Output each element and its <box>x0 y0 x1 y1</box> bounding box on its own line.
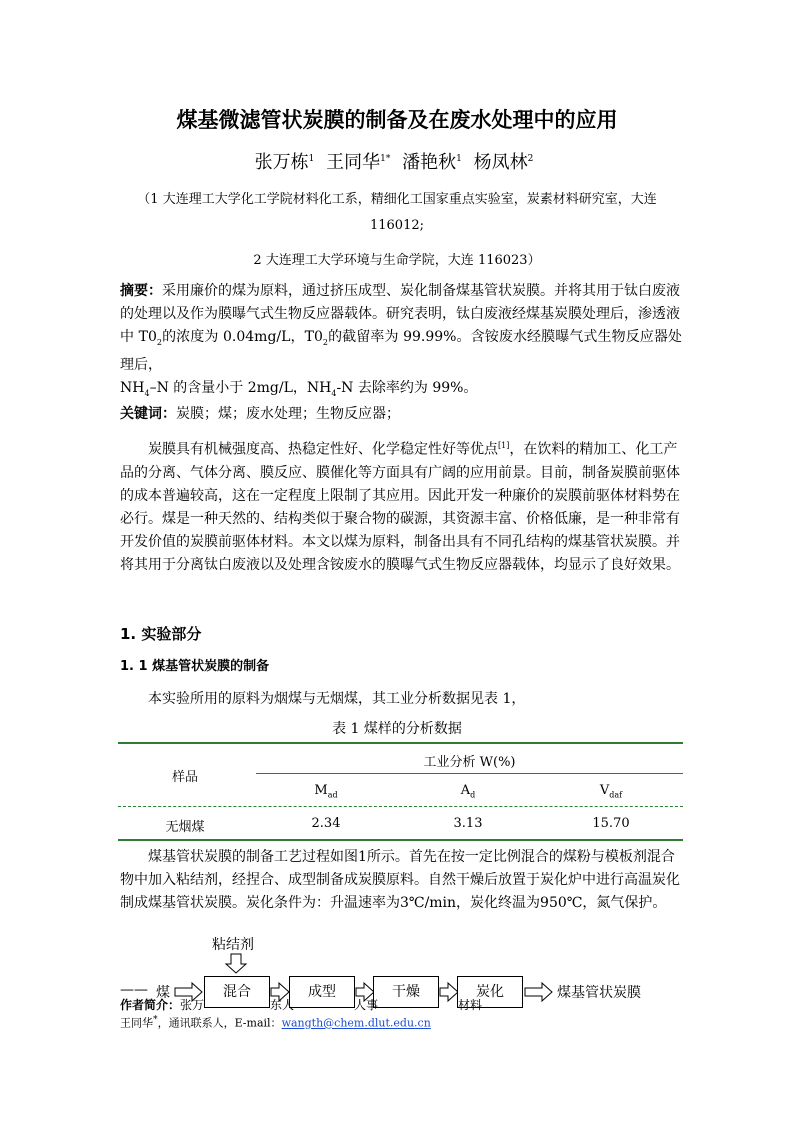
author-name: 张万栋 <box>254 152 309 173</box>
table-header-rule <box>118 806 683 807</box>
intro-line: 的成本普遍较高，这在一定程度上限制了其应用。因此开发一种廉价的炭膜前驱体材料势在 <box>120 487 680 504</box>
intro-line: 必行。煤是一种天然的、结构类似于聚合物的碳源，其资源丰富、价格低廉，是一种非常有 <box>120 510 680 527</box>
email-link[interactable]: wangth@chem.dlut.edu.cn <box>281 1016 431 1030</box>
table-top-rule <box>118 742 683 744</box>
process-line: 物中加入粘结剂，经捏合、成型制备成炭膜原料。自然干燥后放置于炭化炉中进行高温炭化 <box>120 872 680 888</box>
author-name: 王同华 <box>326 152 381 173</box>
affiliation-line-1: （1 大连理工大学化工学院材料化工系，精细化工国家重点实验室，炭素材料研究室，大连 <box>137 192 657 207</box>
author-list <box>0 148 794 174</box>
right-arrow-icon <box>439 982 459 1002</box>
intro-line: 炭膜具有机械强度高、热稳定性好、化学稳定性好等优点[1]，在饮料的精加工、化工产 <box>148 441 678 458</box>
introduction <box>120 434 682 577</box>
flow-input-dash: —— <box>120 982 148 998</box>
abstract <box>120 280 682 405</box>
author-affil-mark: 1 <box>456 154 462 164</box>
flow-step-drying: 干燥 <box>373 976 439 1008</box>
author-affil-mark: 2 <box>527 154 534 164</box>
process-line: 制成煤基管状炭膜。炭化条件为：升温速率为3℃/min，炭化终温为950℃，氮气保护。 <box>120 895 667 911</box>
table-group-header: 工业分析 W(%) <box>423 755 516 770</box>
intro-line: 将其用于分离钛白废液以及处理含铵废水的膜曝气式生物反应器载体，均显示了良好效果。 <box>120 556 680 573</box>
flow-step-carbonization: 炭化 <box>457 976 523 1008</box>
flow-step-forming: 成型 <box>289 976 355 1008</box>
author-affil-mark: 1* <box>380 154 391 164</box>
right-arrow-icon <box>524 982 554 1002</box>
abstract-line: 摘要：采用廉价的煤为原料，通过挤压成型、炭化制备煤基管状炭膜。并将其用于钛白废液 <box>120 283 680 299</box>
author-affil-mark: 1 <box>308 154 315 164</box>
table-sub-rule <box>256 773 683 774</box>
affiliation-line-3: 2 大连理工大学环境与生命学院，大连 116023） <box>253 253 541 268</box>
down-arrow-icon <box>224 953 248 975</box>
table-header-ad: $A_d$ <box>460 783 476 800</box>
keywords-label: 关键词： <box>120 406 176 422</box>
intro-line: 品的分离、气体分离、膜反应、膜催化等方面具有广阔的应用前景。目前，制备炭膜前驱体 <box>120 464 680 481</box>
flow-input-label: 煤 <box>156 985 170 1001</box>
citation-ref: [1] <box>498 441 510 450</box>
table-caption: 表 1 煤样的分析数据 <box>332 721 462 737</box>
table-bottom-rule <box>118 839 683 841</box>
paper-title: 煤基微滤管状炭膜的制备及在废水处理中的应用 <box>176 108 618 132</box>
author-name: 杨凤林 <box>473 152 528 173</box>
table-cell-vdaf: 15.70 <box>592 816 630 831</box>
footnote-fragment: 材料 <box>458 998 483 1012</box>
footnote-author: 作者简介：张万 <box>120 998 205 1012</box>
abstract-line: 中 $T0_2$的浓度为 0.04mg/L，$T0_2$的截留率为 99.99%。含铵废水经膜曝气式生物反应器处理后， <box>120 329 682 373</box>
author-name: 潘艳秋 <box>402 152 457 173</box>
subsection-heading: 1. 1 煤基管状炭膜的制备 <box>120 659 270 674</box>
intro-line: 开发价值的炭膜前驱体材料。本文以煤为原料，制备出具有不同孔结构的煤基管状炭膜。并 <box>120 533 680 550</box>
raw-material-text: 本实验所用的原料为烟煤与无烟煤，其工业分析数据见表 1， <box>148 691 526 707</box>
abstract-label: 摘要： <box>120 283 162 299</box>
footnote-contact: 王同华*，通讯联系人，E-mail：wangth@chem.dlut.edu.cn <box>120 1014 431 1030</box>
keywords <box>120 403 682 426</box>
table-header-vdaf: $V_{daf}$ <box>599 783 623 800</box>
footnote-fragment: 东人 <box>270 998 295 1012</box>
footnote-fragment: 人事 <box>354 998 379 1012</box>
table-cell-mad: 2.34 <box>311 816 341 831</box>
abstract-line: 的处理以及作为膜曝气式生物反应器载体。研究表明，钛白废液经煤基炭膜处理后，渗透液 <box>120 306 680 322</box>
flow-binder-label: 粘结剂 <box>212 937 254 953</box>
section-heading: 1. 实验部分 <box>120 625 202 643</box>
flow-output-label: 煤基管状炭膜 <box>557 985 641 1001</box>
flow-step-mix: 混合 <box>204 976 270 1008</box>
table-header-mad: $M_{ad}$ <box>314 783 338 800</box>
table-header-sample: 样品 <box>171 770 198 785</box>
table-cell-sample: 无烟煤 <box>165 820 205 835</box>
process-line: 煤基管状炭膜的制备工艺过程如图1所示。首先在按一定比例混合的煤粉与模板剂混合 <box>148 849 675 865</box>
table-cell-ad: 3.13 <box>453 816 483 831</box>
process-description <box>120 846 682 915</box>
affiliation-line-2: 116012; <box>369 218 424 233</box>
footnote-author-label: 作者简介： <box>120 998 181 1012</box>
keywords-text: 炭膜；煤；废水处理；生物反应器； <box>176 406 400 422</box>
abstract-line: $NH_4-N$ 的含量小于 2mg/L，$NH_4-N$ 去除率约为 99%。 <box>120 379 478 398</box>
